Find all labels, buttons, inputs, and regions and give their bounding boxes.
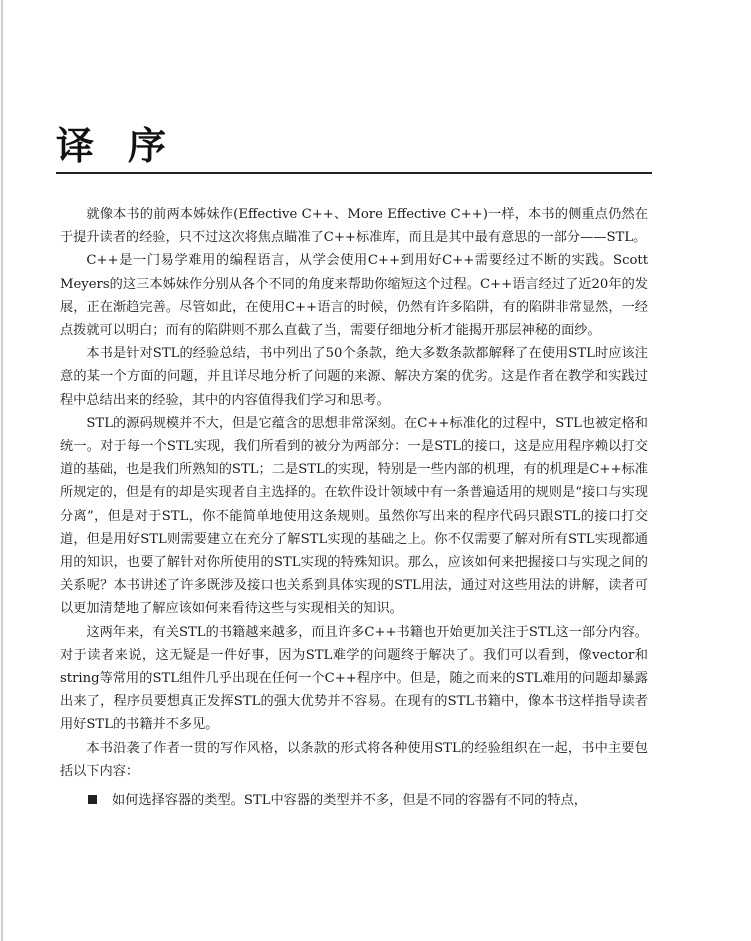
list-item bbox=[60, 789, 648, 812]
paragraph: C++是一门易学难用的编程语言，从学会使用C++到用好C++需要经过不断的实践。Scott Meyers的这三本姊妹作分别从各个不同的角度来帮助你缩短这个过程。C++语言经过了近20年的发展，正在渐趋完善。尽管如此，在使用C++语言的时候，仍然有许多陷阱，有的陷阱非常显然，一经点拨就可以明白；而有的陷阱则不那么直截了当，需要仔细地分析才能揭开那层神秘的面纱。 bbox=[60, 253, 648, 339]
body-text bbox=[60, 203, 648, 812]
paragraph: 本书沿袭了作者一贯的写作风格，以条款的形式将各种使用STL的经验组织在一起，书中主要包括以下内容： bbox=[60, 740, 648, 779]
paragraph: 本书是针对STL的经验总结，书中列出了50个条款，绝大多数条款都解释了在使用STL时应该注意的某一个方面的问题，并且详尽地分析了问题的来源、解决方案的优劣。这是作者在教学和实践过程中总结出来的经验，其中的内容值得我们学习和思考。 bbox=[60, 346, 648, 408]
paragraph: 这两年来，有关STL的书籍越来越多，而且许多C++书籍也开始更加关注于STL这一部分内容。对于读者来说，这无疑是一件好事，因为STL难学的问题终于解决了。我们可以看到，像vector和string等常用的STL组件几乎出现在任何一个C++程序中。但是，随之而来的STL难用的问题却暴露出来了，程序员要想真正发挥STL的强大优势并不容易。在现有的STL书籍中，像本书这样指导读者用好STL的书籍并不多见。 bbox=[60, 624, 648, 733]
paragraph: 就像本书的前两本姊妹作(Effective C++、More Effective C++)一样，本书的侧重点仍然在于提升读者的经验，只不过这次将焦点瞄准了C++标准库，而且是其中最有意思的一部分——STL。 bbox=[60, 207, 648, 246]
title-rule bbox=[56, 172, 652, 174]
square-bullet-icon bbox=[88, 795, 97, 804]
page-spine-edge bbox=[1, 0, 3, 941]
paragraph: STL的源码规模并不大，但是它蕴含的思想非常深刻。在C++标准化的过程中，STL也被定格和统一。对于每一个STL实现，我们所看到的被分为两部分：一是STL的接口，这是应用程序赖以打交道的基础，也是我们所熟知的STL；二是STL的实现，特别是一些内部的机理，有的机理是C++标准所规定的，但是有的却是实现者自主选择的。在软件设计领域中有一条普遍适用的规则是“接口与实现分离”，但是对于STL，你不能简单地使用这条规则。虽然你写出来的程序代码只跟STL的接口打交道，但是用好STL则需要建立在充分了解STL实现的基础之上。你不仅需要了解对所有STL实现都通用的知识，也要了解针对你所使用的STL实现的特殊知识。那么，应该如何来把握接口与实现之间的关系呢？本书讲述了许多既涉及接口也关系到具体实现的STL用法，通过对这些用法的讲解，读者可以更加清楚地了解应该如何来看待这些与实现相关的知识。 bbox=[60, 415, 648, 617]
list-item-text: 如何选择容器的类型。STL中容器的类型并不多，但是不同的容器有不同的特点， bbox=[112, 793, 587, 809]
page-title: 译序 bbox=[56, 123, 201, 168]
